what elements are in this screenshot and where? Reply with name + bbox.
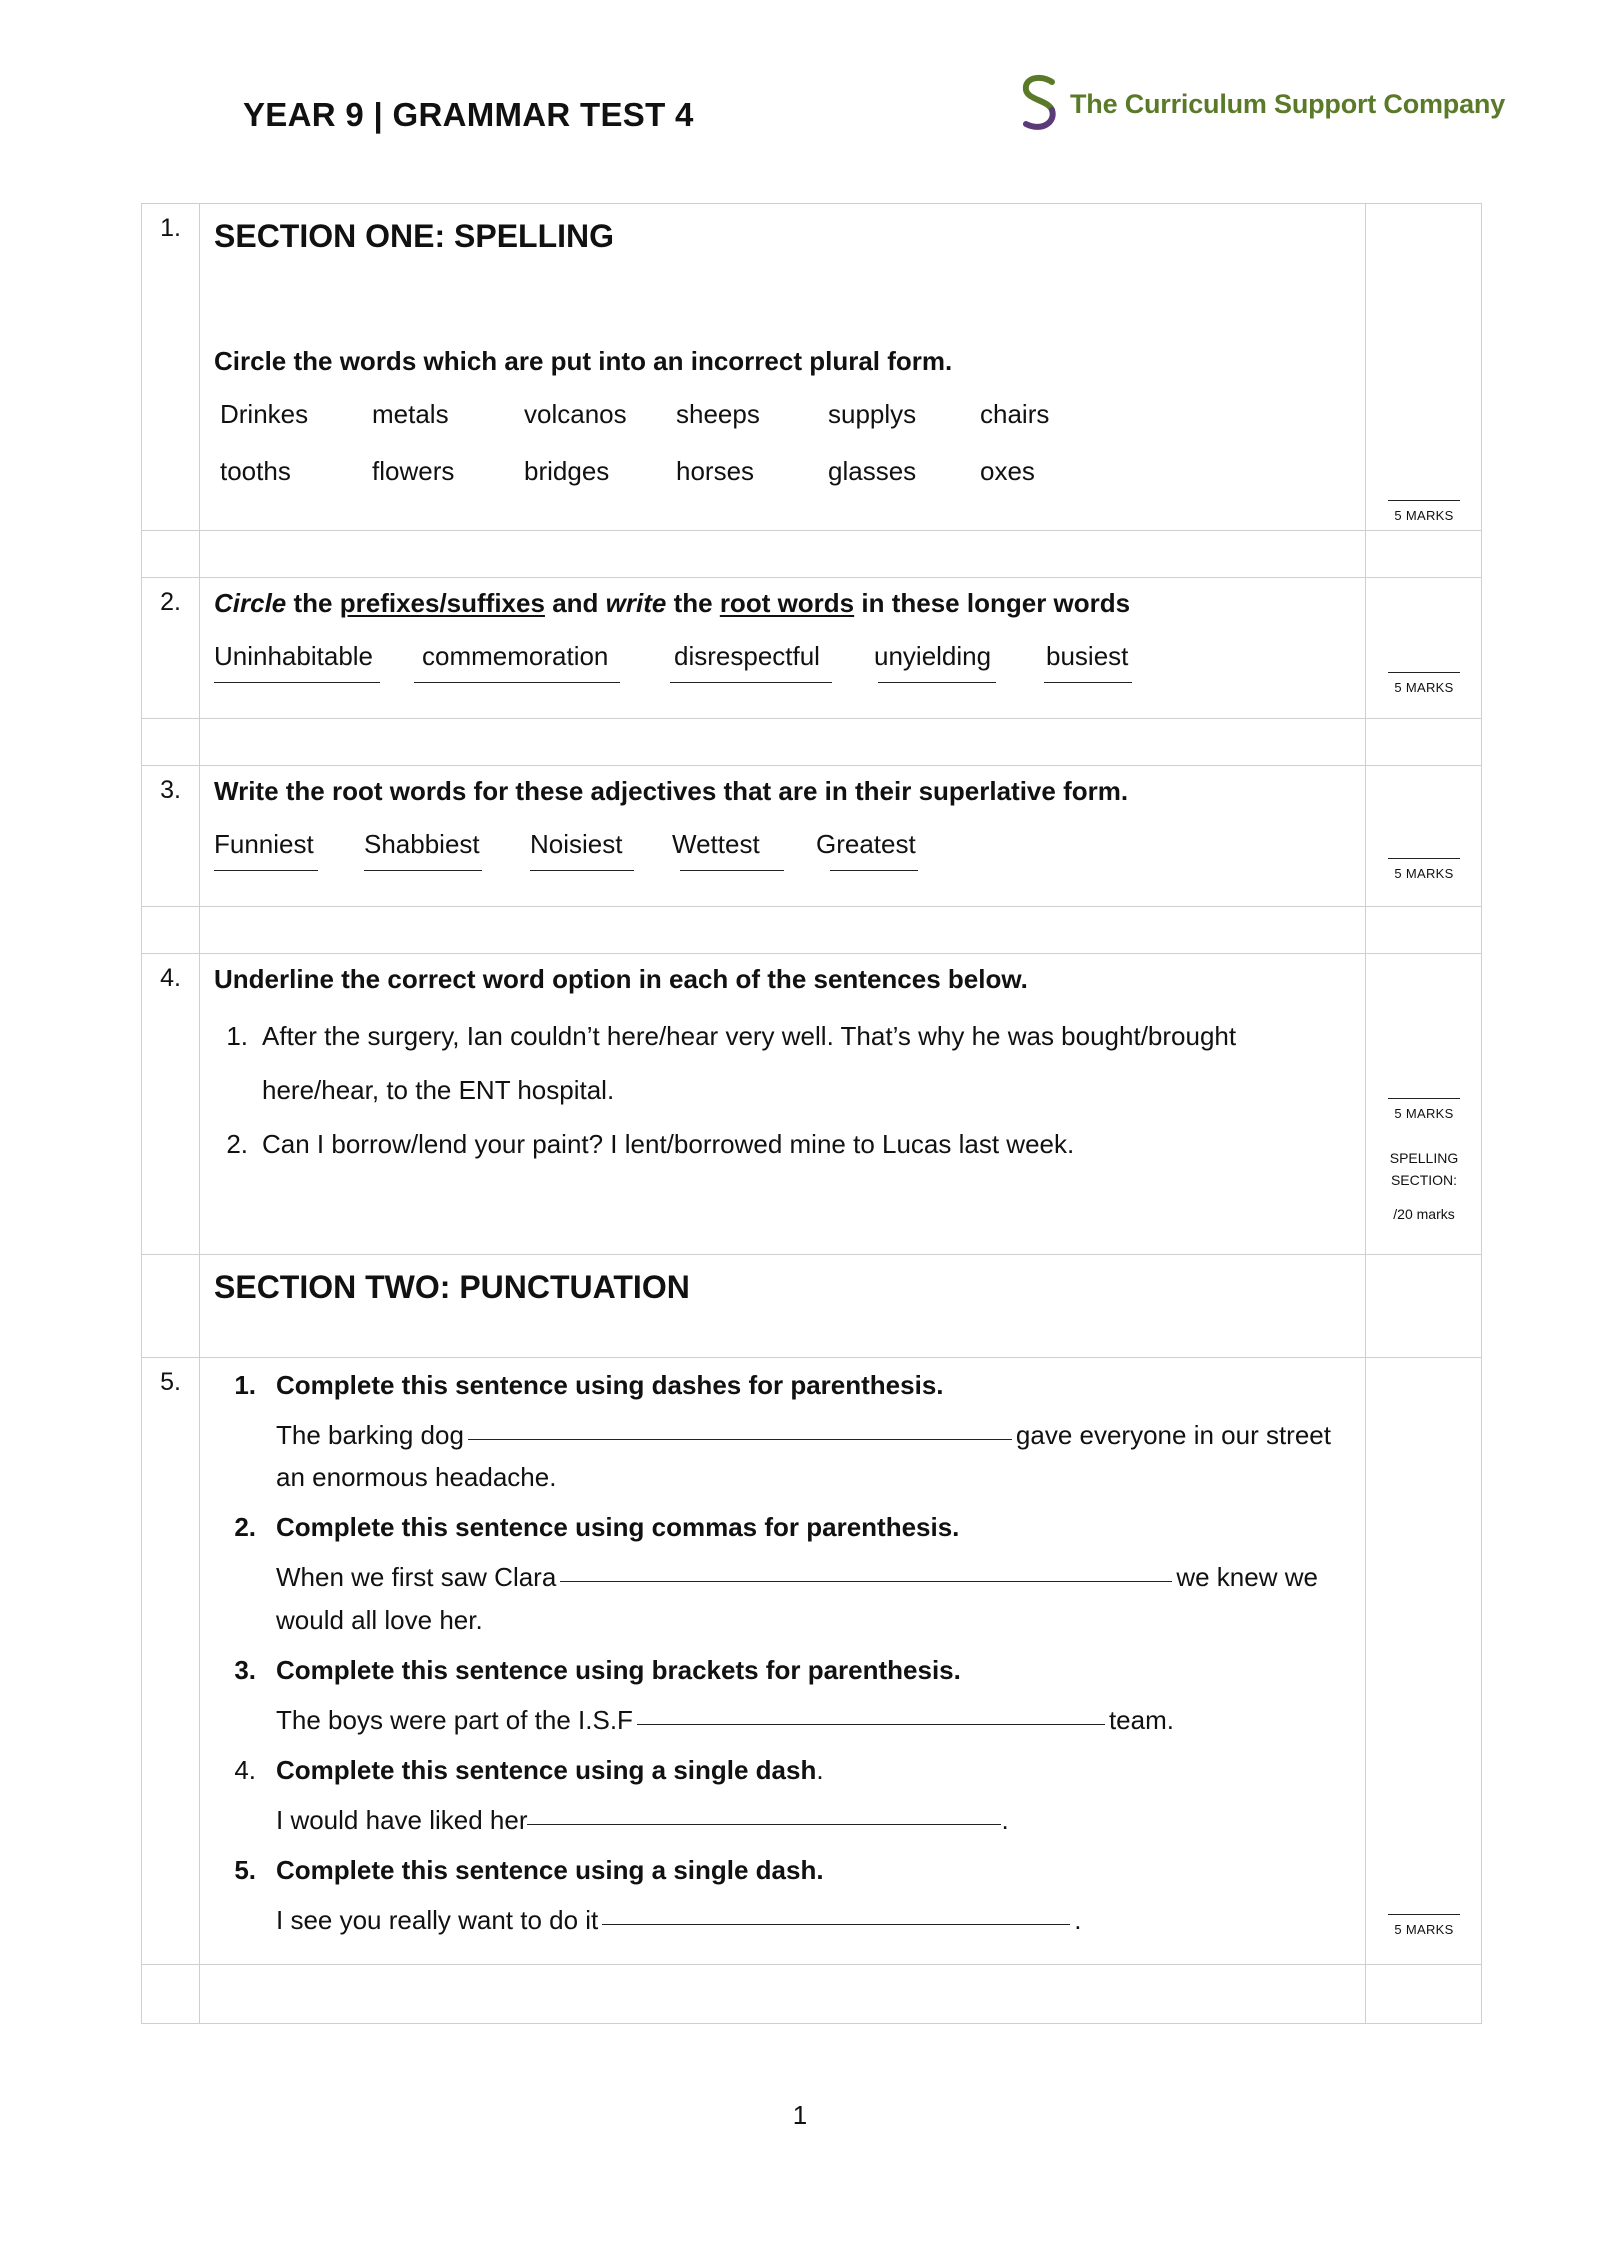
word-item[interactable]: sheeps xyxy=(676,399,760,429)
item-number: 1. xyxy=(226,1021,248,1051)
question-2-row xyxy=(142,578,1482,719)
answer-line[interactable] xyxy=(602,1924,1070,1925)
word-item: Noisiest xyxy=(530,829,623,859)
question-number: 4. xyxy=(142,954,200,1255)
sentence-line xyxy=(276,1899,1351,1941)
instruction-text: and xyxy=(552,588,599,618)
spacer-row xyxy=(142,719,1482,766)
sentence-text: I would have liked her xyxy=(276,1804,528,1835)
spacer-row xyxy=(142,1965,1482,2024)
marks-cell xyxy=(1366,1358,1482,1965)
question-number: 2. xyxy=(142,578,200,719)
sentence-text: team. xyxy=(1108,1704,1174,1735)
question-instruction: Circle the words which are put into an incorrect plural form. xyxy=(214,346,953,376)
answer-line[interactable] xyxy=(414,676,620,683)
word-item[interactable]: metals xyxy=(372,399,449,429)
answer-line[interactable] xyxy=(637,1724,1105,1725)
sentence-text[interactable]: Can I borrow/lend your paint? I lent/borrowed mine to Lucas last week. xyxy=(262,1129,1075,1160)
item-instruction: Complete this sentence using a single dash. xyxy=(276,1855,824,1886)
list-item xyxy=(234,1849,1351,1941)
marks-cell xyxy=(1366,204,1482,531)
word-item: Wettest xyxy=(672,829,760,859)
punctuation-items xyxy=(214,1364,1351,1941)
root-word-list xyxy=(214,637,1351,683)
instruction-circle: Circle xyxy=(214,588,287,618)
sentence-text: . xyxy=(1074,1905,1082,1936)
answer-line[interactable] xyxy=(878,676,996,683)
word-item[interactable]: bridges xyxy=(524,456,610,486)
page-number: 1 xyxy=(792,2100,808,2130)
sentence-list xyxy=(214,1009,1351,1171)
plural-word-grid xyxy=(214,395,1351,491)
instruction-root-words: root words xyxy=(719,588,855,618)
list-item xyxy=(226,1009,1351,1117)
section-two-row xyxy=(142,1255,1482,1358)
company-logo-icon xyxy=(1018,74,1062,134)
sentence-line xyxy=(276,1414,1351,1456)
question-instruction xyxy=(214,584,1351,623)
instruction-text: in these longer words xyxy=(861,588,1131,618)
superlative-word-list xyxy=(214,825,1351,871)
marks-answer-line[interactable] xyxy=(1388,858,1460,859)
sentence-text: we knew we xyxy=(1176,1562,1318,1593)
sentence-text[interactable]: here/hear, to the ENT hospital. xyxy=(262,1075,615,1106)
answer-line[interactable] xyxy=(530,864,634,871)
question-instruction: Underline the correct word option in each of the sentences below. xyxy=(214,964,1028,994)
section-total: /20 marks xyxy=(1393,1206,1455,1222)
question-number: 5. xyxy=(142,1358,200,1965)
list-item xyxy=(234,1649,1351,1741)
marks-answer-line[interactable] xyxy=(1388,1914,1460,1915)
word-item[interactable]: horses xyxy=(676,456,755,486)
word-item: Greatest xyxy=(816,829,916,859)
answer-line[interactable] xyxy=(670,676,832,683)
word-item: unyielding xyxy=(874,641,992,671)
sentence-text: I see you really want to do it xyxy=(276,1905,599,1936)
item-instruction: Complete this sentence using a single dash xyxy=(276,1754,817,1785)
answer-line[interactable] xyxy=(468,1439,1012,1440)
instruction-text: the xyxy=(293,588,333,618)
list-item xyxy=(226,1117,1351,1171)
sentence-text[interactable]: After the surgery, Ian couldn’t here/hear very well. That’s why he was bought/brought xyxy=(262,1021,1237,1051)
word-item: Uninhabitable xyxy=(214,641,374,671)
test-table xyxy=(141,203,1482,2024)
item-number: 1. xyxy=(234,1370,256,1400)
word-item[interactable]: flowers xyxy=(372,456,455,486)
sentence-text: When we first saw Clara xyxy=(276,1562,557,1593)
sentence-text: The boys were part of the I.S.F xyxy=(276,1704,633,1735)
marks-label: 5 MARKS xyxy=(1394,1922,1454,1937)
question-3-row xyxy=(142,766,1482,907)
marks-label: 5 MARKS xyxy=(1394,1106,1454,1121)
sentence-text: would all love her. xyxy=(276,1604,483,1635)
marks-cell xyxy=(1366,954,1482,1255)
answer-line[interactable] xyxy=(680,864,784,871)
item-number: 2. xyxy=(226,1129,248,1160)
word-item[interactable]: chairs xyxy=(980,399,1050,429)
answer-line[interactable] xyxy=(527,1824,1001,1825)
question-number: 3. xyxy=(142,766,200,907)
item-number: 3. xyxy=(234,1654,256,1685)
section-one-title: SECTION ONE: SPELLING xyxy=(214,218,615,254)
word-item: commemoration xyxy=(422,641,609,671)
list-item xyxy=(234,1749,1351,1841)
instruction-write: write xyxy=(605,588,667,618)
test-title: YEAR 9 | GRAMMAR TEST 4 xyxy=(243,96,694,133)
marks-cell xyxy=(1366,578,1482,719)
question-1-row xyxy=(142,204,1482,531)
sentence-text: The barking dog xyxy=(276,1420,464,1451)
marks-answer-line[interactable] xyxy=(1388,1098,1460,1099)
word-item[interactable]: supplys xyxy=(828,399,917,429)
item-instruction: Complete this sentence using dashes for parenthesis. xyxy=(276,1370,944,1400)
marks-cell xyxy=(1366,766,1482,907)
item-instruction: Complete this sentence using commas for parenthesis. xyxy=(276,1512,960,1543)
question-number: 1. xyxy=(142,204,200,531)
question-instruction: Write the root words for these adjectives that are in their superlative form. xyxy=(214,776,1129,806)
answer-line[interactable] xyxy=(214,864,318,871)
word-item[interactable]: glasses xyxy=(828,456,917,486)
sentence-line xyxy=(276,1699,1351,1741)
item-number: 2. xyxy=(234,1512,256,1543)
section-two-title: SECTION TWO: PUNCTUATION xyxy=(214,1269,690,1305)
sentence-line xyxy=(276,1556,1351,1598)
item-number: 4. xyxy=(234,1754,256,1785)
company-logo xyxy=(1018,74,1505,134)
word-item[interactable]: tooths xyxy=(220,456,291,486)
spacer-row xyxy=(142,531,1482,578)
item-instruction: Complete this sentence using brackets for parenthesis. xyxy=(276,1654,961,1685)
word-item: busiest xyxy=(1046,641,1129,671)
item-instruction-end: . xyxy=(816,1754,824,1785)
word-item: disrespectful xyxy=(674,641,820,671)
answer-line[interactable] xyxy=(364,864,482,871)
section-total-label: SPELLING xyxy=(1389,1150,1459,1166)
word-item[interactable]: volcanos xyxy=(524,399,627,429)
marks-answer-line[interactable] xyxy=(1388,500,1460,501)
section-total-label: SECTION: xyxy=(1390,1172,1458,1188)
answer-line[interactable] xyxy=(830,864,918,871)
marks-label: 5 MARKS xyxy=(1394,866,1454,881)
answer-line[interactable] xyxy=(560,1581,1172,1582)
marks-answer-line[interactable] xyxy=(1388,672,1460,673)
sentence-text: an enormous headache. xyxy=(276,1462,557,1493)
company-logo-text: The Curriculum Support Company xyxy=(1070,88,1506,119)
question-5-row xyxy=(142,1358,1482,1965)
list-item xyxy=(234,1364,1351,1498)
word-item[interactable]: Drinkes xyxy=(220,399,309,429)
marks-label: 5 MARKS xyxy=(1394,680,1454,695)
answer-line[interactable] xyxy=(1044,676,1132,683)
word-item: Shabbiest xyxy=(364,829,480,859)
word-item: Funniest xyxy=(214,829,314,859)
instruction-prefixes: prefixes/suffixes xyxy=(339,588,545,618)
question-4-row xyxy=(142,954,1482,1255)
sentence-text: gave everyone in our street xyxy=(1015,1420,1331,1451)
instruction-text: the xyxy=(673,588,713,618)
spacer-row xyxy=(142,907,1482,954)
marks-label: 5 MARKS xyxy=(1394,508,1454,523)
item-number: 5. xyxy=(234,1855,256,1886)
word-item[interactable]: oxes xyxy=(980,456,1035,486)
sentence-text: . xyxy=(1001,1804,1009,1835)
answer-line[interactable] xyxy=(214,676,380,683)
list-item xyxy=(234,1506,1351,1640)
sentence-line xyxy=(276,1799,1351,1841)
